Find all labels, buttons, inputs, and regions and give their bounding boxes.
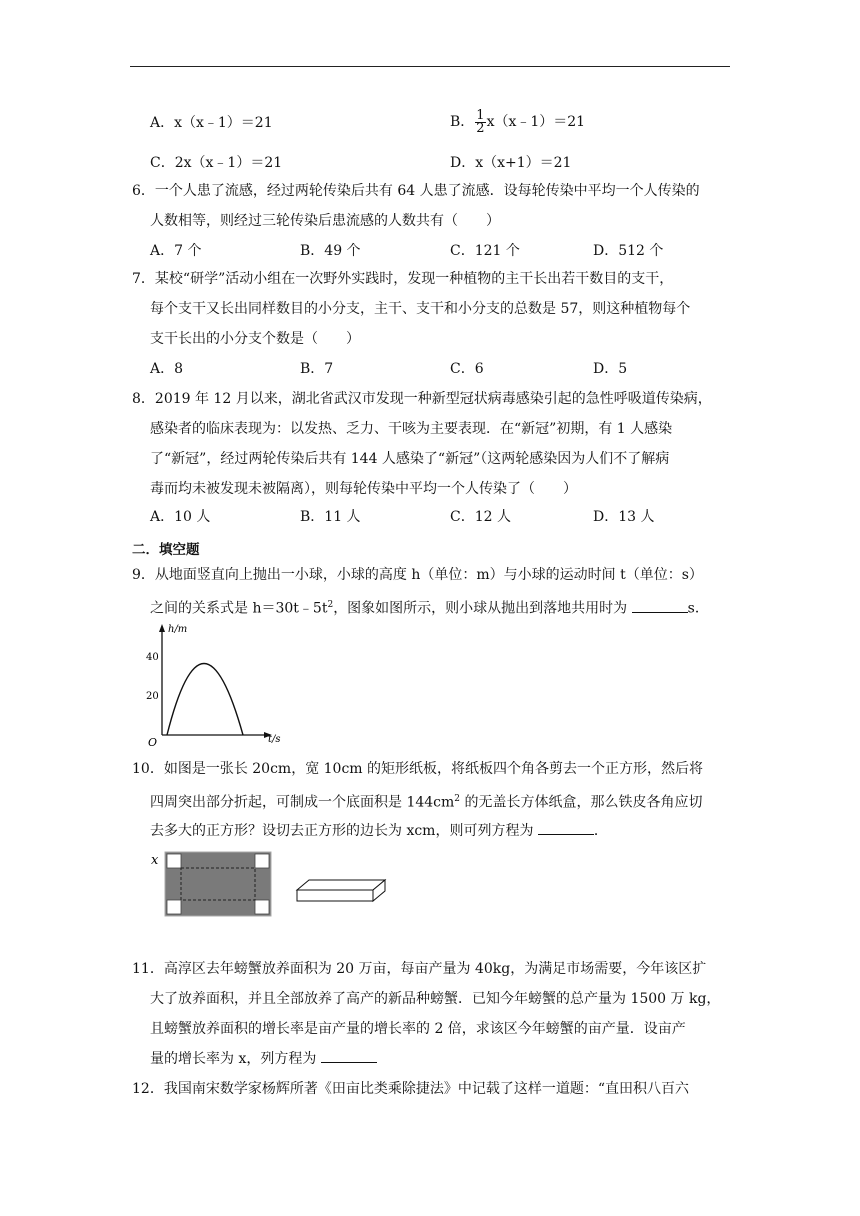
fraction-one-half: $\frac{1}{2}$ bbox=[476, 107, 485, 136]
q5-option-c: C．2x（x﹣1）＝21 bbox=[150, 155, 283, 171]
q7-line-1: 7．某校“研学”活动小组在一次野外实践时，发现一种植物的主干长出若干数目的支干， bbox=[132, 271, 674, 287]
q7-option-d: D．5 bbox=[593, 361, 628, 377]
q7-line-2: 每个支干又长出同样数目的小分支，主干、支干和小分支的总数是 57，则这种植物每个 bbox=[150, 301, 691, 317]
q8-option-c: C．12 人 bbox=[450, 509, 511, 525]
q9-line-1: 9．从地面竖直向上抛出一小球，小球的高度 h（单位：m）与小球的运动时间 t（单位：s） bbox=[132, 567, 703, 583]
y-axis-label: h/m bbox=[168, 624, 188, 635]
height-time-graph bbox=[140, 620, 290, 750]
origin-label: O bbox=[148, 736, 158, 749]
q5-option-b: B． $\frac{1}{2}$ x（x﹣1）＝21 bbox=[450, 107, 586, 136]
q5-option-d: D．x（x+1）＝21 bbox=[450, 155, 572, 171]
square-side-label: x bbox=[151, 853, 159, 868]
q6-option-b: B．49 个 bbox=[300, 243, 361, 259]
q8-option-d: D．13 人 bbox=[593, 509, 655, 525]
paper-board-figures bbox=[145, 850, 395, 920]
q6-option-c: C．121 个 bbox=[450, 243, 520, 259]
x-axis-label: t/s bbox=[268, 734, 281, 745]
y-tick-20: 20 bbox=[146, 691, 159, 702]
parabola-curve bbox=[167, 664, 243, 736]
answer-blank[interactable] bbox=[538, 822, 594, 835]
corner-square-bottom-right bbox=[255, 900, 269, 914]
q10-line-2: 四周突出部分折起，可制成一个底面积是 $144cm^2$ 的无盖长方体纸盒，那么铁皮各角应切 bbox=[150, 794, 703, 811]
y-tick-40: 40 bbox=[146, 652, 159, 663]
q5-option-a: A．x（x﹣1）＝21 bbox=[150, 115, 273, 131]
q11-line-4: 量的增长率为 x，列方程为 bbox=[150, 1050, 377, 1068]
corner-square-top-left bbox=[167, 854, 181, 868]
box-top-rim bbox=[297, 880, 385, 890]
section-heading-fill-in: 二．填空题 bbox=[132, 542, 200, 558]
q6-line-1: 6．一个人患了流感，经过两轮传染后共有 64 人患了流感．设每轮传染中平均一个人传染的 bbox=[132, 183, 700, 199]
y-axis-arrow bbox=[159, 624, 165, 632]
q10-line-3: 去多大的正方形？设切去正方形的边长为 xcm，则可列方程为 ． bbox=[150, 823, 608, 839]
q6-option-a: A．7 个 bbox=[150, 243, 202, 259]
q8-line-1: 8．2019 年 12 月以来，湖北省武汉市发现一种新型冠状病毒感染引起的急性呼吸道传染病， bbox=[132, 391, 712, 407]
q7-option-c: C．6 bbox=[450, 361, 484, 377]
q8-option-a: A．10 人 bbox=[150, 509, 211, 525]
q10-line-1: 10．如图是一张长 20cm，宽 10cm 的矩形纸板，将纸板四个角各剪去一个正方形，然后将 bbox=[132, 761, 704, 777]
header-rule bbox=[130, 66, 730, 67]
q8-line-3: 了“新冠”，经过两轮传染后共有 144 人感染了“新冠”（这两轮感染因为人们不了解病 bbox=[150, 451, 670, 467]
answer-blank[interactable] bbox=[321, 1050, 377, 1063]
q7-option-a: A．8 bbox=[150, 361, 184, 377]
q11-line-2: 大了放养面积，并且全部放养了高产的新品种螃蟹．已知今年螃蟹的总产量为 1500 万 kg， bbox=[150, 991, 721, 1007]
q12-line-1: 12．我国南宋数学家杨辉所著《田亩比类乘除捷法》中记载了这样一道题：“直田积八百六 bbox=[132, 1081, 689, 1097]
q6-option-d: D．512 个 bbox=[593, 243, 664, 259]
q9-line-2: 之间的关系式是 $h=30t﹣5t^2$，图象如图所示，则小球从抛出到落地共用时为 s． bbox=[150, 600, 709, 617]
q8-option-b: B．11 人 bbox=[300, 509, 361, 525]
q11-line-3: 且螃蟹放养面积的增长率是亩产量的增长率的 2 倍，求该区今年螃蟹的亩产量．设亩产 bbox=[150, 1021, 686, 1037]
q11-line-1: 11．高淳区去年螃蟹放养面积为 20 万亩，每亩产量为 40kg，为满足市场需要，今年该区扩 bbox=[132, 961, 707, 977]
box-front bbox=[297, 890, 373, 901]
corner-square-bottom-left bbox=[167, 900, 181, 914]
q7-option-b: B．7 bbox=[300, 361, 334, 377]
q7-line-3: 支干长出的小分支个数是（ ） bbox=[150, 331, 360, 347]
q8-line-4: 毒而均未被发现未被隔离），则每轮传染中平均一个人传染了（ ） bbox=[150, 481, 577, 497]
q6-line-2: 人数相等，则经过三轮传染后患流感的人数共有（ ） bbox=[150, 213, 500, 229]
corner-square-top-right bbox=[255, 854, 269, 868]
answer-blank[interactable] bbox=[632, 600, 688, 613]
q8-line-2: 感染者的临床表现为：以发热、乏力、干咳为主要表现．在“新冠”初期，有 1 人感染 bbox=[150, 421, 673, 437]
